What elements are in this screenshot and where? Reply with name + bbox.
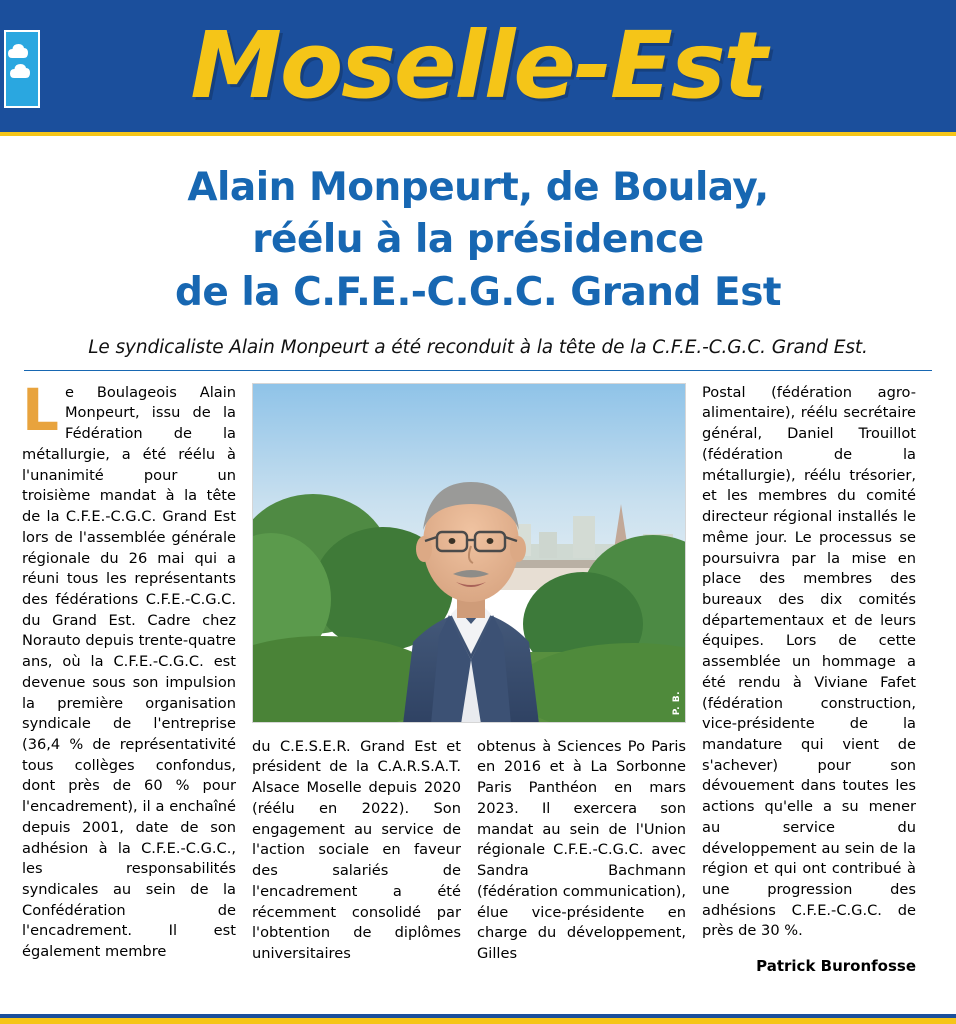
article-paragraph-2: du C.E.S.E.R. Grand Est et président de la C.A.R.S.A.T. Alsace Moselle depuis 2020 (réélu en 2022). Son engagement au service de l'action sociale en faveur des salariés de l'encadrement a été récemment consolidé par l'obtention de diplômes universitaires [252,737,461,962]
headline-line-2: réélu à la présidence [252,217,704,263]
article-paragraph-1: Le Boulageois Alain Monpeurt, issu de la Fédération de la métallurgie, a été réélu à l'unanimité pour un troisième mandat à la tête de la C.F.E.-C.G.C. Grand Est lors de l'assemblée générale régionale du 26 mai qui a réuni tous les représentants des fédérations C.F.E.-C.G.C. du Grand Est. Cadre chez Norauto depuis trente-quatre ans, où la C.F.E.-C.G.C. est devenue sous son impulsion la première organisation syndicale de l'entreprise (36,4 % de représentativité tous collèges confondus, dont près de 60 % pour l'encadrement), il a enchaîné depuis 2001, date de son adhésion à la C.F.E.-C.G.C., les responsabilités syndicales au sein de la Confédération de l'encadrement. Il est également membre [22,375,236,961]
standfirst: Le syndicaliste Alain Monpeurt a été reconduit à la tête de la C.F.E.-C.G.C. Grand Est. [88,336,868,358]
article-body [22,375,934,978]
article-column-1 [22,375,236,963]
article-photo [252,383,686,723]
headline-line-1: Alain Monpeurt, de Boulay, [187,165,769,210]
footer-rule [0,1014,956,1024]
masthead [0,0,956,136]
article-column-2 [252,737,461,965]
footer-rule-inner [0,1014,956,1018]
byline: Patrick Buronfosse [756,957,916,976]
masthead-title: Moselle-Est [190,12,766,119]
article-paragraph-4: Postal (fédération agro-alimentaire), réélu secrétaire général, Daniel Trouillot (fédération de la métallurgie), réélu trésorier, et les membres du comité directeur régional installés le même jour. Le processus se poursuivra par la mise en place des membres des bureaux des dix comités départementaux et de leurs équipes. Lors de cette assemblée un hommage a été rendu à Viviane Fafet (fédération construction, vice-présidente de la mandature qui vient de s'achever) pour son dévouement dans toutes les actions qu'elle a su mener au service du développement au sein de la région et qui ont contribué à une progression des adhésions C.F.E.-C.G.C. de près de 30 %. [702,383,916,940]
divider [24,370,932,371]
article-column-3 [477,737,686,965]
photo-credit: P. B. [672,691,682,716]
article-paragraph-3: obtenus à Sciences Po Paris en 2016 et à La Sorbonne Paris Panthéon en mars 2023. Il exercera son mandat au sein de l'Union régionale C.F.E.-C.G.C. avec Sandra Bachmann (fédération communication), élue vice-présidente en charge du développement, Gilles [477,737,686,962]
article-column-4 [702,383,916,978]
headline-line-3: de la C.F.E.-C.G.C. Grand Est [174,269,782,315]
photo-column [252,383,686,965]
page-title [30,162,926,319]
